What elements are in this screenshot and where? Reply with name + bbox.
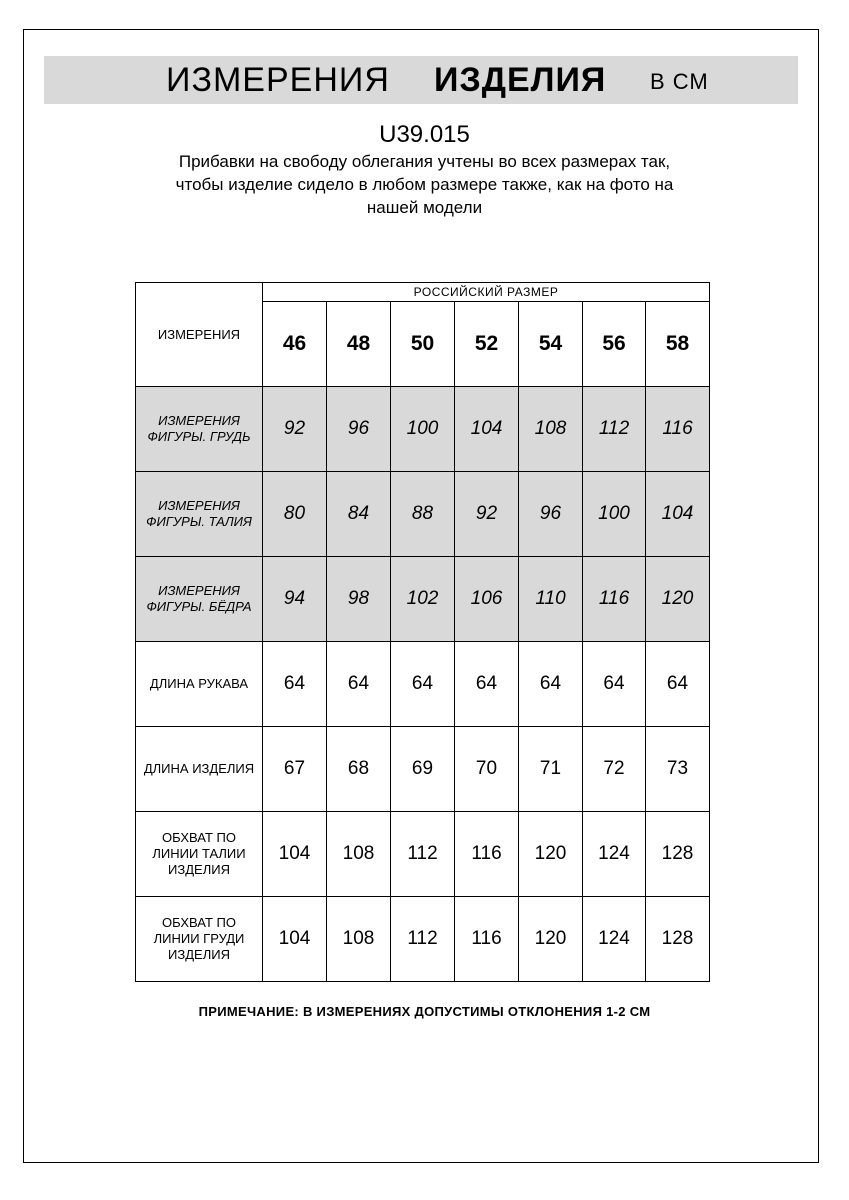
value-cell: 73 xyxy=(646,727,710,812)
value-cell: 64 xyxy=(583,642,646,727)
row-label-line: ФИГУРЫ. ТАЛИЯ xyxy=(146,514,252,529)
value-cell: 64 xyxy=(391,642,455,727)
value-cell: 116 xyxy=(455,812,519,897)
value-cell: 108 xyxy=(519,387,583,472)
value-cell: 64 xyxy=(263,642,327,727)
value-cell: 98 xyxy=(327,557,391,642)
corner-label: ИЗМЕРЕНИЯ xyxy=(136,283,263,387)
value-cell: 116 xyxy=(455,897,519,982)
measurement-row xyxy=(136,812,710,897)
value-cell: 92 xyxy=(263,387,327,472)
row-label-line: ИЗМЕРЕНИЯ xyxy=(158,498,240,513)
intro-line: нашей модели xyxy=(366,198,483,217)
value-cell: 64 xyxy=(455,642,519,727)
row-label xyxy=(136,472,263,557)
size-header-cell: 52 xyxy=(455,302,519,387)
row-label-line: ДЛИНА ИЗДЕЛИЯ xyxy=(143,761,255,776)
value-cell: 96 xyxy=(327,387,391,472)
value-cell: 112 xyxy=(391,897,455,982)
measurement-row xyxy=(136,727,710,812)
value-cell: 102 xyxy=(391,557,455,642)
value-cell: 108 xyxy=(327,897,391,982)
row-label-line: ЛИНИИ ТАЛИИ xyxy=(152,846,246,861)
title-banner xyxy=(44,56,798,104)
value-cell: 100 xyxy=(391,387,455,472)
value-cell: 128 xyxy=(646,812,710,897)
value-cell: 116 xyxy=(646,387,710,472)
value-cell: 108 xyxy=(327,812,391,897)
value-cell: 64 xyxy=(519,642,583,727)
size-header-cell: 46 xyxy=(263,302,327,387)
row-label xyxy=(136,642,263,727)
row-label xyxy=(136,387,263,472)
size-header-cell: 54 xyxy=(519,302,583,387)
row-label-line: ИЗМЕРЕНИЯ xyxy=(158,583,240,598)
size-header-cell: 56 xyxy=(583,302,646,387)
banner-unit: В СМ xyxy=(650,69,709,94)
intro-line: чтобы изделие сидело в любом размере также, как на фото на xyxy=(175,175,674,194)
value-cell: 96 xyxy=(519,472,583,557)
intro-note xyxy=(0,150,849,219)
value-cell: 120 xyxy=(519,812,583,897)
value-cell: 120 xyxy=(646,557,710,642)
value-cell: 70 xyxy=(455,727,519,812)
row-label xyxy=(136,812,263,897)
row-label-line: ФИГУРЫ. ГРУДЬ xyxy=(147,429,251,444)
intro-line: Прибавки на свободу облегания учтены во всех размерах так, xyxy=(178,152,671,171)
banner-item: ИЗДЕЛИЯ xyxy=(434,61,607,99)
value-cell: 100 xyxy=(583,472,646,557)
value-cell: 128 xyxy=(646,897,710,982)
value-cell: 92 xyxy=(455,472,519,557)
row-label-line: ИЗМЕРЕНИЯ xyxy=(158,413,240,428)
row-label xyxy=(136,897,263,982)
value-cell: 72 xyxy=(583,727,646,812)
value-cell: 69 xyxy=(391,727,455,812)
value-cell: 124 xyxy=(583,897,646,982)
size-header-cell: 58 xyxy=(646,302,710,387)
size-table xyxy=(135,282,710,982)
value-cell: 104 xyxy=(263,812,327,897)
value-cell: 80 xyxy=(263,472,327,557)
banner-measurements: ИЗМЕРЕНИЯ xyxy=(166,61,390,99)
row-label-line: ИЗДЕЛИЯ xyxy=(168,862,230,877)
measurement-row xyxy=(136,642,710,727)
measurement-row xyxy=(136,472,710,557)
measurement-row xyxy=(136,557,710,642)
product-code: U39.015 xyxy=(379,121,470,148)
size-header-cell: 50 xyxy=(391,302,455,387)
group-header: РОССИЙСКИЙ РАЗМЕР xyxy=(263,283,710,302)
value-cell: 64 xyxy=(327,642,391,727)
value-cell: 104 xyxy=(263,897,327,982)
value-cell: 84 xyxy=(327,472,391,557)
value-cell: 88 xyxy=(391,472,455,557)
value-cell: 104 xyxy=(646,472,710,557)
value-cell: 124 xyxy=(583,812,646,897)
value-cell: 67 xyxy=(263,727,327,812)
row-label-line: ИЗДЕЛИЯ xyxy=(168,947,230,962)
value-cell: 104 xyxy=(455,387,519,472)
value-cell: 120 xyxy=(519,897,583,982)
row-label-line: ЛИНИИ ГРУДИ xyxy=(153,931,245,946)
value-cell: 112 xyxy=(391,812,455,897)
measurement-row xyxy=(136,897,710,982)
measurement-row xyxy=(136,387,710,472)
row-label-line: ДЛИНА РУКАВА xyxy=(149,676,249,691)
size-header-cell: 48 xyxy=(327,302,391,387)
value-cell: 64 xyxy=(646,642,710,727)
row-label-line: ФИГУРЫ. БЁДРА xyxy=(146,599,252,614)
value-cell: 71 xyxy=(519,727,583,812)
value-cell: 112 xyxy=(583,387,646,472)
value-cell: 106 xyxy=(455,557,519,642)
row-label xyxy=(136,727,263,812)
footnote: ПРИМЕЧАНИЕ: В ИЗМЕРЕНИЯХ ДОПУСТИМЫ ОТКЛОНЕНИЯ 1-2 СМ xyxy=(198,1004,651,1019)
row-label-line: ОБХВАТ ПО xyxy=(162,915,236,930)
value-cell: 68 xyxy=(327,727,391,812)
row-label-line: ОБХВАТ ПО xyxy=(162,830,236,845)
value-cell: 94 xyxy=(263,557,327,642)
value-cell: 110 xyxy=(519,557,583,642)
row-label xyxy=(136,557,263,642)
value-cell: 116 xyxy=(583,557,646,642)
